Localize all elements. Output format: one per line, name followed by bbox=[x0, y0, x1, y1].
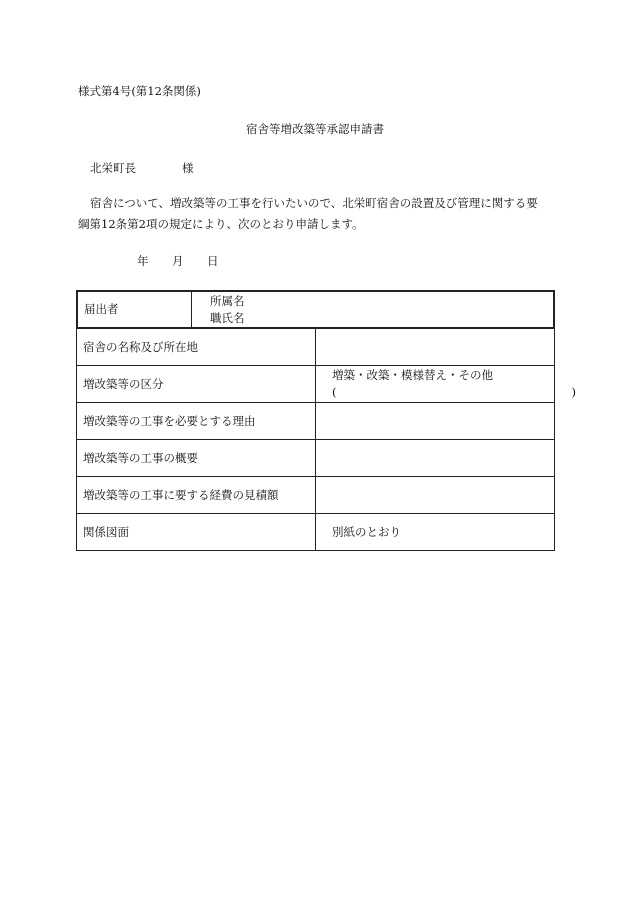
summary-value-field[interactable] bbox=[316, 440, 555, 477]
application-form-table bbox=[76, 290, 576, 551]
paren-open: ( bbox=[332, 385, 337, 399]
applicant-fields[interactable] bbox=[192, 292, 554, 328]
estimate-value-field[interactable] bbox=[316, 477, 555, 514]
drawings-value[interactable]: 別紙のとおり bbox=[316, 514, 555, 551]
applicant-label: 届出者 bbox=[78, 292, 192, 328]
addressee-name: 北栄町長 bbox=[90, 161, 136, 175]
body-text-line-1: 宿舎について、増改築等の工事を行いたいので、北栄町宿舎の設置及び管理に関する要 bbox=[90, 196, 538, 210]
body-text-line-2: 綱第12条第2項の規定により、次のとおり申請します。 bbox=[78, 217, 364, 231]
table-row-summary bbox=[77, 440, 555, 477]
reason-value-field[interactable] bbox=[316, 403, 555, 440]
category-label: 増改築等の区分 bbox=[77, 366, 316, 403]
drawings-label: 関係図面 bbox=[77, 514, 316, 551]
date-year-label: 年 bbox=[137, 254, 149, 268]
category-value-field[interactable] bbox=[316, 366, 576, 403]
table-row-applicant bbox=[77, 291, 555, 329]
table-row-drawings bbox=[77, 514, 555, 551]
affiliation-label: 所属名 bbox=[210, 293, 245, 308]
estimate-label: 増改築等の工事に要する経費の見積額 bbox=[77, 477, 316, 514]
table-row-dormitory bbox=[77, 329, 555, 366]
form-number: 様式第4号(第12条関係) bbox=[78, 84, 201, 98]
paren-close: ) bbox=[571, 385, 576, 399]
name-label: 職氏名 bbox=[210, 310, 245, 325]
dormitory-label: 宿舎の名称及び所在地 bbox=[77, 329, 316, 366]
addressee-honorific: 様 bbox=[182, 161, 194, 175]
table-row-estimate bbox=[77, 477, 555, 514]
reason-label: 増改築等の工事を必要とする理由 bbox=[77, 403, 316, 440]
applicant-inner-table bbox=[77, 291, 554, 328]
document-title: 宿舎等増改築等承認申請書 bbox=[246, 122, 384, 136]
summary-label: 増改築等の工事の概要 bbox=[77, 440, 316, 477]
applicant-cell bbox=[77, 291, 555, 329]
date-month-label: 月 bbox=[172, 254, 184, 268]
category-options: 増築・改築・模様替え・その他 bbox=[332, 368, 493, 382]
date-day-label: 日 bbox=[207, 254, 219, 268]
table-row-category bbox=[77, 366, 555, 403]
dormitory-value-field[interactable] bbox=[316, 329, 555, 366]
table-row-reason bbox=[77, 403, 555, 440]
